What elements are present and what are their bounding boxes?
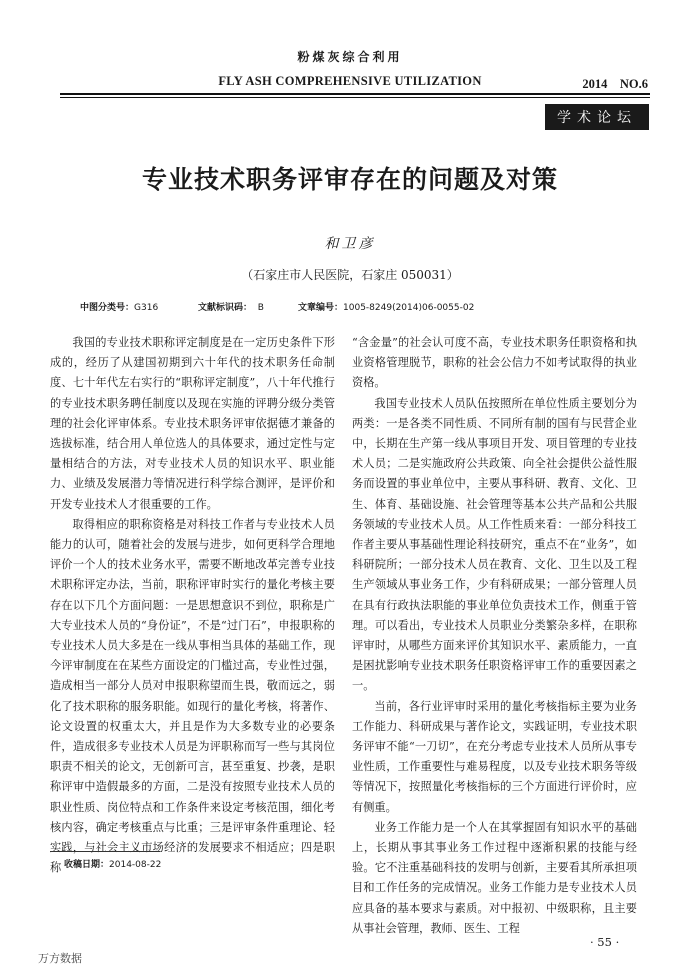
page-number: · 55 ·: [590, 935, 620, 949]
body-paragraph: 我国的专业技术职称评定制度是在一定历史条件下形成的，经历了从建国初期到六十年代的技术职务任命制度、七十年代左右实行的“职称评定制度”，八十年代推行的专业技术职务聘任制度以及现在实施的评聘分级分类管理的社会化评审体系。专业技术职务评审依据德才兼备的选拔标准，结合用人单位选人的具体要求，通过定性与定量相结合的方法，对专业技术人员的知识水平、职业能力、业绩及发展潜力等情况进行科学综合测评，是评价和开发专业技术人才很重要的工作。: [50, 336, 335, 511]
body-paragraph: “含金量”的社会认可度不高，专业技术职务任职资格和执业资格管理脱节，职称的社会公信力不如考试取得的执业资格。: [352, 336, 637, 390]
author-name: 和卫彦: [324, 236, 376, 252]
section-banner: 学术论坛: [545, 104, 649, 130]
body-paragraph: 业务工作能力是一个人在其掌握固有知识水平的基础上，长期从事其事业务工作过程中逐渐积累的技能与经验。它不注重基础科技的发明与创新，主要看其所承担项目和工作任务的完成情况。业务工作能力是专业技术人员应具备的基本要求与素质。对中报初、中级职称，且主要从事社会管理，教师、医生、工程: [352, 820, 637, 935]
watermark-text: 万方数据: [38, 952, 82, 965]
author-affiliation: （石家庄市人民医院，石家庄 050031）: [241, 268, 459, 282]
doc-code-value: B: [257, 303, 264, 313]
article-no-value: 1005-8249(2014)06-0055-02: [343, 303, 475, 313]
received-date-value: 2014-08-22: [109, 860, 162, 870]
received-date-label: 收稿日期：: [64, 860, 110, 870]
header-rule-thin: [60, 97, 650, 98]
footnote-rule: [50, 851, 160, 852]
clc-number: [80, 300, 158, 313]
body-column-left: [50, 333, 335, 878]
journal-title-en: FLY ASH COMPREHENSIVE UTILIZATION: [218, 74, 482, 88]
document-code: [198, 300, 264, 313]
body-paragraph: 当前，各行业评审时采用的量化考核指标主要为业务工作能力、科研成果与著作论文，实践证明，专业技术职务评审不能“一刀切”，在充分考虑专业技术人员所从事专业性质，工作重要性与难易程度，以及专业技术职务等级等情况下，按照量化考核指标的三个方面进行评价时，应有侧重。: [352, 699, 637, 814]
doc-code-label: 文献标识码：: [198, 303, 253, 313]
journal-title-cn: 粉煤灰综合利用: [297, 50, 403, 64]
body-column-right: [352, 333, 637, 939]
header-rule-thick: [60, 93, 650, 95]
received-date: [64, 857, 161, 870]
clc-value: G316: [134, 303, 159, 313]
body-paragraph: 取得相应的职称资格是对科技工作者与专业技术人员能力的认可，随着社会的发展与进步，如何更科学合理地评价一个人的技术业务水平，需要不断地改革完善专业技术职称评定办法，当前，职称评审时实行的量化考核主要存在以下几个方面问题：一是思想意识不到位，职称是广大专业技术人员的“身份证”，不是“过门石”，申报职称的专业技术人员大多是在一线从事相当具体的基础工作，现今评审制度在在某些方面设定的门槛过高，专业性过强，造成相当一部分人员对申报职称望而生畏，敬而远之，弱化了技术职称的服务职能。如现行的量化考核，将著作、论文设置的权重太大，并且是作为大多数专业的必要条件，造成很多专业技术人员是为评职称而写一些与其岗位职责不相关的论文，无创新可言，甚至重复、抄袭，是职称评审中造假最多的方面，二是没有按照专业技术人员的职业性质、岗位特点和工作条件来设定考核范围，细化考核内容，确定考核重点与比重；三是评审条件重理论、轻实践，与社会主义市场经济的发展要求不相适应；四是职称: [50, 517, 335, 875]
clc-label: 中图分类号：: [80, 303, 135, 313]
article-no-label: 文章编号：: [298, 303, 344, 313]
issue-number: 2014 NO.6: [582, 77, 648, 91]
article-number: [298, 300, 474, 313]
body-paragraph: 我国专业技术人员队伍按照所在单位性质主要划分为两类：一是各类不同性质、不同所有制的国有与民营企业中，长期在生产第一线从事项目开发、项目管理的专业技术人员；二是实施政府公共政策、向全社会提供公益性服务而设置的事业单位中，主要从事科研、教育、文化、卫生、体育、基础设施、社会管理等基本公共产品和公共服务领域的专业技术人员。从工作性质来看：一部分科技工作者主要从事基础性理论科技研究，重点不在“业务”，如科研院所；一部分技术人员在教育、文化、卫生以及工程生产领域从事业务工作，少有科研成果；一部分管理人员在具有行政执法职能的事业单位负责技术工作，侧重于管理。可以看出，专业技术人员职业分类繁杂多样，在职称评审时，从哪些方面来评价其知识水平、素质能力，一直是困扰影响专业技术职务任职资格评审工作的重要因素之一。: [352, 396, 637, 693]
article-title: 专业技术职务评审存在的问题及对策: [141, 165, 558, 194]
